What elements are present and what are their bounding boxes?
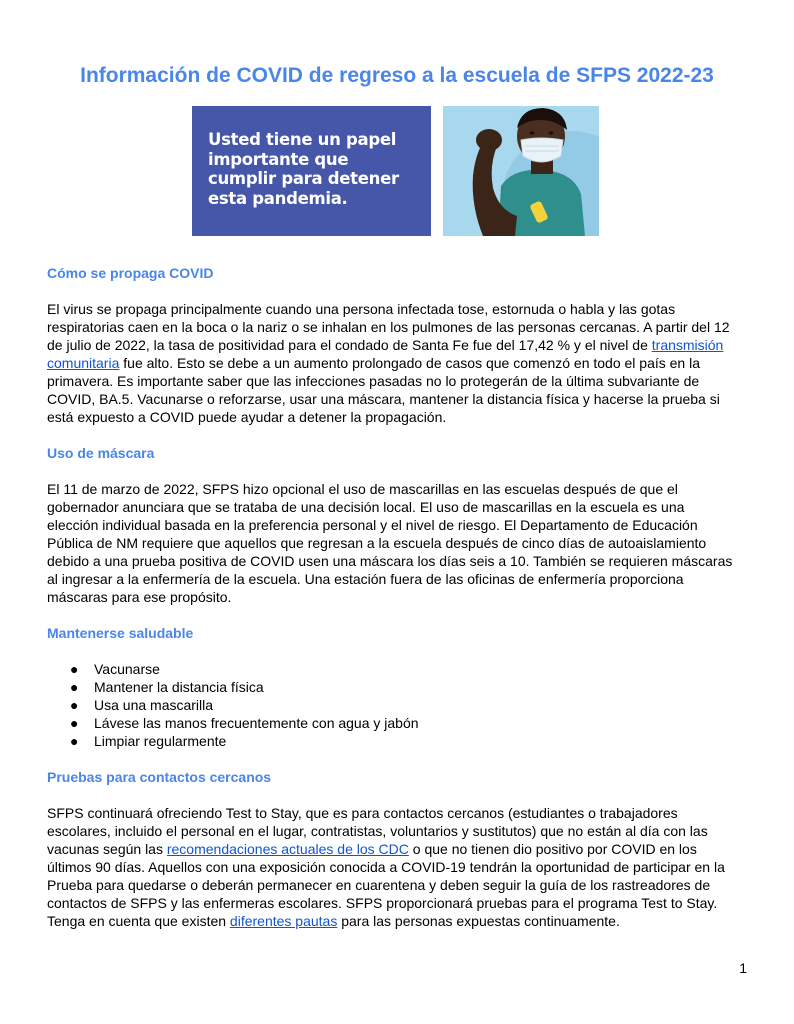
- section-heading-testing: Pruebas para contactos cercanos: [47, 769, 272, 785]
- list-item-label: Usa una mascarilla: [94, 697, 214, 713]
- section-heading-masks: Uso de máscara: [47, 445, 155, 461]
- text-line: El 11 de marzo de 2022, SFPS hizo opcional el uso de mascarillas en las escuelas después de que el: [47, 481, 678, 497]
- list-item: [70, 714, 419, 732]
- banner: [192, 106, 599, 236]
- text-segment: fue alto. Esto se debe a un aumento prolongado de casos que comenzó en todo el país en la: [119, 355, 701, 371]
- text-line: está expuesto a COVID puede ayudar a detener la propagación.: [47, 409, 447, 425]
- list-item-label: Mantener la distancia física: [94, 679, 264, 695]
- paragraph-masks: [47, 480, 752, 606]
- section-heading-healthy: Mantenerse saludable: [47, 625, 194, 641]
- text-segment: Tenga en cuenta que existen: [47, 913, 230, 929]
- text-line: primavera. Es importante saber que las infecciones pasadas no lo protegerán de la última subvariante de: [47, 373, 700, 389]
- list-item-label: Lávese las manos frecuentemente con agua y jabón: [94, 715, 419, 731]
- bullet-icon: ●: [70, 715, 79, 731]
- text-segment: o que no tienen dio positivo por COVID en los: [408, 841, 697, 857]
- text-line: [47, 912, 752, 930]
- bullet-icon: ●: [70, 697, 79, 713]
- text-line: últimos 90 días. Aquellos con una exposición conocida a COVID-19 tendrán la oportunidad de participar en la: [47, 859, 725, 875]
- text-line: respiratorias caen en la boca o la nariz o se inhalan en los pulmones de las personas cercanas. A partir del 12: [47, 319, 730, 335]
- paragraph-testing: [47, 804, 752, 930]
- text-segment: de julio de 2022, la tasa de positividad para el condado de Santa Fe fue del 17,42 % y el nivel de: [47, 337, 652, 353]
- text-line: escolares, incluido el personal en el lugar, contratistas, voluntarios y sustitutos) que no están al día con las: [47, 823, 708, 839]
- bullet-icon: ●: [70, 733, 79, 749]
- bullet-icon: ●: [70, 661, 79, 677]
- page-title: Información de COVID de regreso a la escuela de SFPS 2022-23: [80, 64, 714, 87]
- list-item: [70, 660, 419, 678]
- text-line: El virus se propaga principalmente cuando una persona infectada tose, estornuda o habla y las gotas: [47, 301, 676, 317]
- link-diferentes-pautas[interactable]: diferentes pautas: [229, 913, 338, 929]
- page-number: 1: [739, 960, 747, 976]
- healthy-list: [70, 660, 419, 750]
- banner-text-box: [192, 106, 431, 236]
- text-line: contactos de SFPS y las enfermeras escolares. SFPS proporcionará pruebas para el programa Test to Stay.: [47, 895, 718, 911]
- text-line: debido a una prueba positiva de COVID usen una máscara los días seis a 10. También se requieren máscaras: [47, 553, 733, 569]
- list-item: [70, 678, 419, 696]
- text-line: [47, 840, 752, 858]
- text-line: Prueba para quedarse o deberán permanecer en cuarentena y deben seguir la guía de los rastreadores de: [47, 877, 711, 893]
- list-item: [70, 732, 419, 750]
- text-line: elección individual basada en la preferencia personal y el nivel de riesgo. El Departamento de Educación: [47, 517, 698, 533]
- paragraph-spread: [47, 300, 752, 426]
- person-with-mask-flexing-arm-bandage-icon: [443, 106, 599, 236]
- list-item: [70, 696, 419, 714]
- bullet-icon: ●: [70, 679, 79, 695]
- text-segment: vacunas según las: [47, 841, 167, 857]
- text-line: Pública de NM requiere que aquellos que regresan a la escuela después de cinco días de autoaislamiento: [47, 535, 707, 551]
- link-cdc-recommendations[interactable]: recomendaciones actuales de los CDC: [166, 841, 409, 857]
- section-heading-spread: Cómo se propaga COVID: [47, 265, 214, 281]
- list-item-label: Vacunarse: [94, 661, 160, 677]
- list-item-label: Limpiar regularmente: [94, 733, 227, 749]
- text-line: SFPS continuará ofreciendo Test to Stay, que es para contactos cercanos (estudiantes o trabajadores: [47, 805, 678, 821]
- text-line: [47, 336, 752, 354]
- text-line: gobernador anunciara que se trataba de una decisión local. El uso de mascarillas en la escuela es una: [47, 499, 685, 515]
- link-transmision-comunitaria-cont[interactable]: comunitaria: [47, 355, 120, 371]
- text-line: COVID, BA.5. Vacunarse o reforzarse, usar una máscara, mantener la distancia física y hacerse la prueba si: [47, 391, 720, 407]
- text-segment: para las personas expuestas continuamente.: [337, 913, 620, 929]
- text-line: [47, 354, 752, 372]
- text-line: máscaras para ese propósito.: [47, 589, 232, 605]
- link-transmision-comunitaria[interactable]: transmisión: [651, 337, 724, 353]
- banner-text: Usted tiene un papel importante que cumplir para detener esta pandemia.: [208, 130, 399, 208]
- text-line: al ingresar a la enfermería de la escuela. Una estación fuera de las oficinas de enfermería proporciona: [47, 571, 684, 587]
